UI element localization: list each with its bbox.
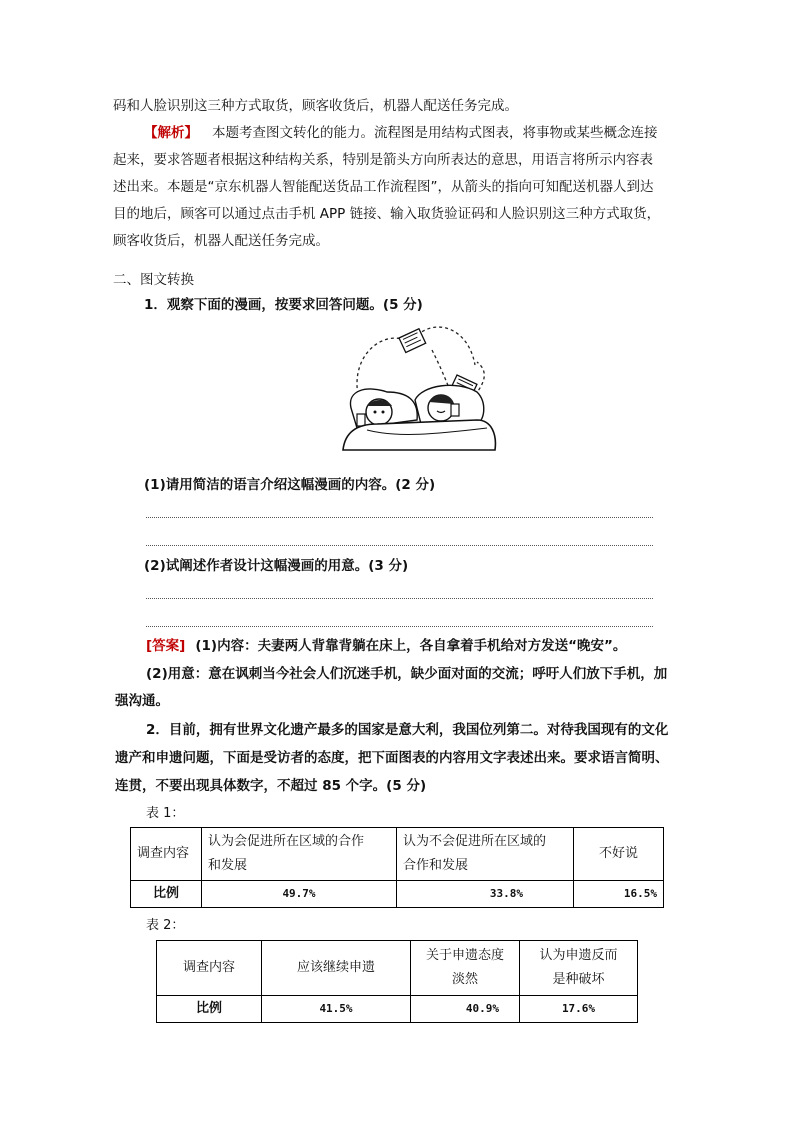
table-2-caption: 表 2：	[146, 918, 185, 933]
table-1-caption: 表 1：	[146, 806, 185, 821]
answer-line-1[interactable]	[146, 517, 653, 518]
answer-line-3[interactable]	[146, 598, 653, 599]
table-2-header-content: 调查内容	[157, 941, 262, 996]
answer-text-3: 强沟通。	[115, 693, 169, 709]
table-1	[130, 827, 664, 908]
section-title: 二、图文转换	[113, 272, 194, 288]
answer-line-2[interactable]	[146, 545, 653, 546]
table-1-header-col-2: 认为不会促进所在区域的 合作和发展	[397, 828, 574, 881]
analysis-line-3: 述出来。本题是“京东机器人智能配送货品工作流程图”，从箭头的指向可知配送机器人到达	[113, 179, 654, 195]
question-2-line-3: 连贯，不要出现具体数字，不超过 85 个字。(5 分)	[115, 778, 427, 794]
answer-line-a	[146, 636, 626, 656]
para-continuation: 码和人脸识别这三种方式取货，顾客收货后，机器人配送任务完成。	[113, 98, 518, 114]
answer-line-4[interactable]	[146, 626, 653, 627]
question-1-sub-1: (1)请用简洁的语言介绍这幅漫画的内容。(2 分)	[144, 477, 436, 493]
question-1-title: 1．观察下面的漫画，按要求回答问题。(5 分)	[144, 297, 423, 313]
table-2-header-col-2: 关于申遗态度 淡然	[411, 941, 520, 996]
table-1-header-col-3: 不好说	[574, 828, 664, 881]
table-1-header-col-1: 认为会促进所在区域的合作 和发展	[202, 828, 397, 881]
table-1-value-3: 16.5%	[574, 881, 664, 908]
answer-text-1: (1)内容：夫妻两人背靠背躺在床上，各自拿着手机给对方发送“晚安”。	[195, 638, 627, 654]
table-2-header-col-1: 应该继续申遗	[262, 941, 411, 996]
table-1-row-label: 比例	[131, 881, 202, 908]
question-2-line-1: 2．目前，拥有世界文化遗产最多的国家是意大利，我国位列第二。对待我国现有的文化	[146, 722, 669, 738]
table-2-header-col-3: 认为申遗反而 是种破坏	[520, 941, 638, 996]
analysis-tag: 【解析】	[144, 125, 198, 141]
answer-text-2: (2)用意：意在讽刺当今社会人们沉迷手机，缺少面对面的交流；呼吁人们放下手机，加	[146, 666, 668, 682]
table-2-value-1: 41.5%	[262, 996, 411, 1023]
answer-tag: [答案]	[146, 638, 186, 654]
table-2-value-2: 40.9%	[411, 996, 520, 1023]
analysis-line-5: 顾客收货后，机器人配送任务完成。	[113, 233, 329, 249]
question-2-line-2: 遗产和申遗问题，下面是受访者的态度，把下面图表的内容用文字表述出来。要求语言简明、	[115, 750, 669, 766]
question-1-sub-2: (2)试阐述作者设计这幅漫画的用意。(3 分)	[144, 558, 409, 574]
cartoon-illustration	[337, 320, 497, 455]
table-2	[156, 940, 638, 1023]
table-1-value-2: 33.8%	[397, 881, 574, 908]
table-1-value-1: 49.7%	[202, 881, 397, 908]
table-1-header-content: 调查内容	[131, 828, 202, 881]
analysis-line-1	[144, 123, 658, 143]
analysis-line-2: 起来，要求答题者根据这种结构关系，特别是箭头方向所表达的意思，用语言将所示内容表	[113, 152, 653, 168]
analysis-text-1: 本题考查图文转化的能力。流程图是用结构式图表，将事物或某些概念连接	[212, 125, 658, 141]
analysis-line-4: 目的地后，顾客可以通过点击手机 APP 链接、输入取货验证码和人脸识别这三种方式取货，	[113, 206, 661, 222]
table-2-row-label: 比例	[157, 996, 262, 1023]
table-2-value-3: 17.6%	[520, 996, 638, 1023]
